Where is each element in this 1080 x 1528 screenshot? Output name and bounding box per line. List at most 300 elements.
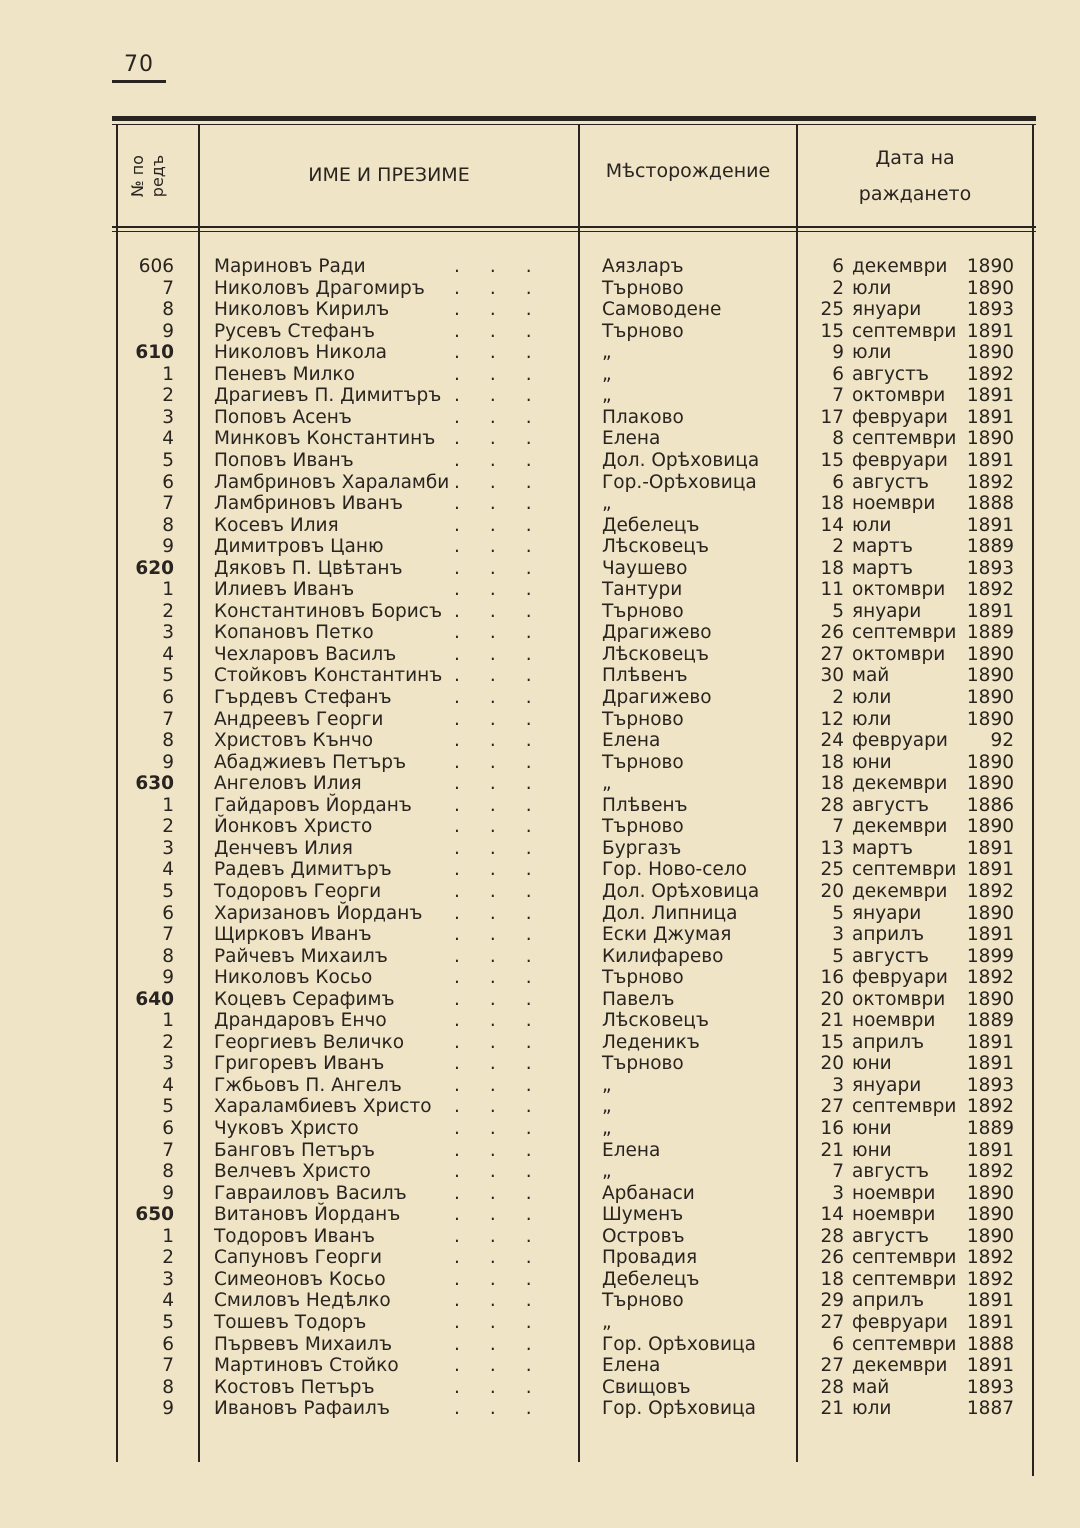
row-leader-dots: ...	[454, 687, 562, 708]
row-name: Ламбриновъ Хараламби	[214, 472, 450, 493]
row-birthplace: „	[602, 364, 612, 385]
row-birth-year: 1891	[966, 1290, 1014, 1311]
row-birth-day: 5	[832, 903, 844, 924]
row-leader-dots: ...	[454, 1053, 562, 1074]
row-birth-day: 20	[820, 881, 844, 902]
row-birth-day: 18	[820, 1269, 844, 1290]
row-birthplace: Драгижево	[602, 622, 712, 643]
row-leader-dots: ...	[454, 1075, 562, 1096]
row-leader-dots: ...	[454, 881, 562, 902]
row-birth-day: 16	[820, 967, 844, 988]
row-birthplace: Павелъ	[602, 989, 675, 1010]
row-birth-year: 1891	[966, 1140, 1014, 1161]
row-birth-day: 3	[832, 1183, 844, 1204]
row-birthplace: „	[602, 385, 612, 406]
row-birthplace: Елена	[602, 1140, 661, 1161]
row-leader-dots: ...	[454, 1247, 562, 1268]
row-birthplace: Търново	[602, 967, 684, 988]
row-birth-day: 27	[820, 644, 844, 665]
row-birthplace: „	[602, 342, 612, 363]
row-birth-year: 1891	[966, 838, 1014, 859]
row-name: Коцевъ Серафимъ	[214, 989, 395, 1010]
header-name: ИМЕ И ПРЕЗИМЕ	[308, 164, 470, 186]
row-leader-dots: ...	[454, 946, 562, 967]
row-number: 620	[135, 558, 174, 579]
row-birth-year: 1891	[966, 1032, 1014, 1053]
row-birthplace: Плѣвенъ	[602, 795, 688, 816]
row-birth-year: 1893	[966, 299, 1014, 320]
row-birth-year: 1892	[966, 579, 1014, 600]
row-birth-month: августъ	[852, 1161, 929, 1182]
header-number-label: № по редъ	[128, 154, 167, 198]
row-birth-month: юни	[852, 1118, 892, 1139]
row-birth-day: 2	[832, 536, 844, 557]
row-birth-year: 1892	[966, 1096, 1014, 1117]
row-leader-dots: ...	[454, 859, 562, 880]
row-leader-dots: ...	[454, 515, 562, 536]
row-birthplace: Лѣсковецъ	[602, 1010, 709, 1031]
row-leader-dots: ...	[454, 838, 562, 859]
row-birth-day: 21	[820, 1398, 844, 1419]
row-birth-year: 1893	[966, 1377, 1014, 1398]
row-birth-day: 6	[832, 1334, 844, 1355]
row-name: Поповъ Иванъ	[214, 450, 354, 471]
row-name: Щирковъ Иванъ	[214, 924, 372, 945]
row-birth-year: 1892	[966, 967, 1014, 988]
row-number: 7	[162, 1355, 174, 1376]
row-birth-day: 5	[832, 946, 844, 967]
row-birth-year: 1891	[966, 1355, 1014, 1376]
row-birth-month: октомври	[852, 385, 946, 406]
row-name: Косевъ Илия	[214, 515, 339, 536]
row-birth-month: септември	[852, 321, 957, 342]
column-rule-right	[1032, 124, 1034, 1476]
row-birth-month: августъ	[852, 946, 929, 967]
row-name: Константиновъ Борисъ	[214, 601, 443, 622]
row-number: 3	[162, 838, 174, 859]
row-name: Минковъ Константинъ	[214, 428, 436, 449]
row-name: Гавраиловъ Василъ	[214, 1183, 407, 1204]
row-leader-dots: ...	[454, 342, 562, 363]
row-name: Тодоровъ Иванъ	[214, 1226, 375, 1247]
row-name: Христовъ Кънчо	[214, 730, 374, 751]
row-number: 2	[162, 816, 174, 837]
row-birth-day: 6	[832, 364, 844, 385]
row-leader-dots: ...	[454, 1096, 562, 1117]
row-birth-year: 1890	[966, 709, 1014, 730]
row-birthplace: „	[602, 773, 612, 794]
row-number: 5	[162, 450, 174, 471]
row-birth-year: 1891	[966, 321, 1014, 342]
row-number: 3	[162, 1269, 174, 1290]
row-name: Мариновъ Ради	[214, 256, 366, 277]
row-birth-year: 1890	[966, 903, 1014, 924]
row-number: 9	[162, 752, 174, 773]
row-name: Димитровъ Цаню	[214, 536, 384, 557]
row-name: Николовъ Косьо	[214, 967, 373, 988]
row-leader-dots: ...	[454, 1334, 562, 1355]
row-name: Ивановъ Рафаилъ	[214, 1398, 390, 1419]
row-birth-day: 28	[820, 1377, 844, 1398]
row-birthplace: Аязларъ	[602, 256, 684, 277]
row-birth-month: октомври	[852, 579, 946, 600]
row-birth-year: 1889	[966, 536, 1014, 557]
row-name: Витановъ Йорданъ	[214, 1204, 401, 1225]
row-birth-month: юли	[852, 342, 892, 363]
row-name: Копановъ Петко	[214, 622, 374, 643]
row-birthplace: Търново	[602, 601, 684, 622]
row-name: Симеоновъ Косьо	[214, 1269, 386, 1290]
row-birth-day: 15	[820, 321, 844, 342]
row-birth-month: мартъ	[852, 558, 913, 579]
row-number: 1	[162, 579, 174, 600]
header-birthdate	[798, 140, 1032, 212]
header-birthplace: Мѣсторождение	[605, 160, 771, 182]
row-name: Григоревъ Иванъ	[214, 1053, 385, 1074]
row-birthplace: Арбанаси	[602, 1183, 695, 1204]
row-birth-year: 1890	[966, 665, 1014, 686]
row-birth-month: юли	[852, 1398, 892, 1419]
row-birthplace: Шуменъ	[602, 1204, 684, 1225]
row-birth-month: ноември	[852, 1183, 936, 1204]
row-birth-day: 14	[820, 1204, 844, 1225]
row-birth-year: 1890	[966, 687, 1014, 708]
row-birthplace: Провадия	[602, 1247, 698, 1268]
row-leader-dots: ...	[454, 256, 562, 277]
row-birth-month: декември	[852, 256, 948, 277]
row-birth-day: 6	[832, 472, 844, 493]
row-name: Радевъ Димитъръ	[214, 859, 392, 880]
row-birth-year: 1890	[966, 644, 1014, 665]
row-birthplace: „	[602, 493, 612, 514]
row-number: 606	[138, 256, 174, 277]
row-number: 630	[135, 773, 174, 794]
row-birthplace: „	[602, 1118, 612, 1139]
row-leader-dots: ...	[454, 924, 562, 945]
row-birth-month: януари	[852, 601, 922, 622]
row-birth-day: 25	[820, 859, 844, 880]
row-leader-dots: ...	[454, 364, 562, 385]
row-number: 9	[162, 1398, 174, 1419]
row-leader-dots: ...	[454, 730, 562, 751]
row-leader-dots: ...	[454, 1183, 562, 1204]
row-name: Абаджиевъ Петъръ	[214, 752, 407, 773]
page-number: 70	[124, 52, 154, 77]
row-number: 8	[162, 299, 174, 320]
row-number: 9	[162, 536, 174, 557]
row-name: Георгиевъ Величко	[214, 1032, 405, 1053]
row-leader-dots: ...	[454, 1377, 562, 1398]
row-leader-dots: ...	[454, 1290, 562, 1311]
row-name: Смиловъ Недѣлко	[214, 1290, 391, 1311]
row-birth-day: 24	[820, 730, 844, 751]
row-birth-month: мартъ	[852, 536, 913, 557]
row-birth-month: януари	[852, 299, 922, 320]
row-number: 1	[162, 1010, 174, 1031]
row-leader-dots: ...	[454, 450, 562, 471]
row-birth-day: 27	[820, 1355, 844, 1376]
row-birthplace: Дебелецъ	[602, 515, 700, 536]
row-birth-day: 28	[820, 795, 844, 816]
row-name: Велчевъ Христо	[214, 1161, 371, 1182]
row-leader-dots: ...	[454, 558, 562, 579]
row-birth-day: 8	[832, 428, 844, 449]
row-birth-month: септември	[852, 859, 957, 880]
row-birthplace: Килифарево	[602, 946, 724, 967]
row-birth-year: 1891	[966, 515, 1014, 536]
row-number: 8	[162, 730, 174, 751]
row-leader-dots: ...	[454, 579, 562, 600]
row-leader-dots: ...	[454, 773, 562, 794]
row-birthplace: Драгижево	[602, 687, 712, 708]
row-birth-day: 18	[820, 493, 844, 514]
row-number: 5	[162, 881, 174, 902]
row-birthplace: Търново	[602, 752, 684, 773]
row-birthplace: Плаково	[602, 407, 684, 428]
table-top-rule	[112, 116, 1036, 121]
row-birthplace: Тантури	[602, 579, 683, 600]
row-name: Ламбриновъ Иванъ	[214, 493, 403, 514]
header-birthdate-line1: Дата на	[875, 147, 955, 169]
row-birth-day: 11	[820, 579, 844, 600]
row-leader-dots: ...	[454, 1010, 562, 1031]
row-birth-month: февруари	[852, 407, 948, 428]
row-leader-dots: ...	[454, 299, 562, 320]
row-leader-dots: ...	[454, 1398, 562, 1419]
row-birth-year: 1891	[966, 385, 1014, 406]
row-leader-dots: ...	[454, 903, 562, 924]
row-number: 7	[162, 493, 174, 514]
row-birthplace: Дол. Орѣховица	[602, 450, 760, 471]
row-number: 5	[162, 1096, 174, 1117]
row-birth-year: 1892	[966, 364, 1014, 385]
row-leader-dots: ...	[454, 321, 562, 342]
row-birthplace: Гор. Орѣховица	[602, 1334, 756, 1355]
row-birth-year: 1890	[966, 428, 1014, 449]
row-birth-year: 1892	[966, 1161, 1014, 1182]
row-birth-day: 15	[820, 1032, 844, 1053]
row-birth-year: 1899	[966, 946, 1014, 967]
row-leader-dots: ...	[454, 1355, 562, 1376]
header-birthdate-line2: раждането	[858, 183, 972, 205]
row-birth-month: априлъ	[852, 1032, 925, 1053]
row-birth-year: 1890	[966, 752, 1014, 773]
row-birthplace: Самоводене	[602, 299, 722, 320]
row-birth-day: 21	[820, 1140, 844, 1161]
row-birth-year: 1891	[966, 407, 1014, 428]
row-birth-month: септември	[852, 1096, 957, 1117]
row-birth-day: 26	[820, 622, 844, 643]
table-top-rule-thin	[112, 124, 1036, 125]
row-number: 7	[162, 278, 174, 299]
row-birthplace: Гор. Орѣховица	[602, 1398, 756, 1419]
row-birth-year: 1890	[966, 1183, 1014, 1204]
row-name: Гърдевъ Стефанъ	[214, 687, 392, 708]
row-birth-month: августъ	[852, 472, 929, 493]
row-name: Андреевъ Георги	[214, 709, 384, 730]
row-birth-day: 25	[820, 299, 844, 320]
row-birthplace: Лѣсковецъ	[602, 644, 709, 665]
row-leader-dots: ...	[454, 989, 562, 1010]
row-birth-year: 1893	[966, 558, 1014, 579]
row-birth-year: 1890	[966, 1226, 1014, 1247]
row-number: 5	[162, 665, 174, 686]
row-number: 8	[162, 1377, 174, 1398]
row-number: 9	[162, 1183, 174, 1204]
row-birth-day: 16	[820, 1118, 844, 1139]
row-birthplace: Чаушево	[602, 558, 688, 579]
row-birth-year: 1891	[966, 601, 1014, 622]
row-birth-day: 18	[820, 558, 844, 579]
row-number: 7	[162, 1140, 174, 1161]
row-birth-month: февруари	[852, 730, 948, 751]
row-birthplace: Елена	[602, 428, 661, 449]
column-rule-name	[578, 124, 580, 1462]
column-rule-left	[116, 124, 118, 1462]
row-birth-year: 1892	[966, 472, 1014, 493]
row-birth-year: 1890	[966, 278, 1014, 299]
row-birthplace: Лѣсковецъ	[602, 536, 709, 557]
row-leader-dots: ...	[454, 816, 562, 837]
row-birth-year: 1889	[966, 1118, 1014, 1139]
row-birth-day: 5	[832, 601, 844, 622]
row-number: 7	[162, 709, 174, 730]
row-name: Костовъ Петъръ	[214, 1377, 375, 1398]
row-birth-month: декември	[852, 1355, 948, 1376]
row-leader-dots: ...	[454, 795, 562, 816]
row-leader-dots: ...	[454, 622, 562, 643]
row-birth-month: октомври	[852, 644, 946, 665]
row-name: Хараламбиевъ Христо	[214, 1096, 432, 1117]
row-birthplace: Търново	[602, 1290, 684, 1311]
row-number: 4	[162, 859, 174, 880]
row-birthplace: Дебелецъ	[602, 1269, 700, 1290]
row-leader-dots: ...	[454, 1032, 562, 1053]
row-birth-year: 1889	[966, 1010, 1014, 1031]
row-leader-dots: ...	[454, 536, 562, 557]
row-birth-day: 14	[820, 515, 844, 536]
row-birth-day: 6	[832, 256, 844, 277]
row-birth-year: 1891	[966, 1312, 1014, 1333]
row-number: 650	[135, 1204, 174, 1225]
row-birth-month: августъ	[852, 795, 929, 816]
row-number: 4	[162, 1290, 174, 1311]
row-leader-dots: ...	[454, 407, 562, 428]
row-name: Дяковъ П. Цвѣтанъ	[214, 558, 403, 579]
row-leader-dots: ...	[454, 472, 562, 493]
row-birth-year: 1891	[966, 859, 1014, 880]
row-number: 8	[162, 515, 174, 536]
row-number: 9	[162, 967, 174, 988]
row-leader-dots: ...	[454, 1118, 562, 1139]
row-leader-dots: ...	[454, 1140, 562, 1161]
row-number: 6	[162, 1334, 174, 1355]
row-name: Драгиевъ П. Димитъръ	[214, 385, 442, 406]
row-birth-day: 2	[832, 278, 844, 299]
row-name: Банговъ Петъръ	[214, 1140, 375, 1161]
row-birth-year: 1888	[966, 493, 1014, 514]
row-birth-month: юли	[852, 687, 892, 708]
row-birthplace: Елена	[602, 730, 661, 751]
row-number: 1	[162, 795, 174, 816]
row-birth-year: 1886	[966, 795, 1014, 816]
row-number: 3	[162, 407, 174, 428]
row-birth-month: юни	[852, 752, 892, 773]
row-birthplace: Търново	[602, 321, 684, 342]
row-birth-year: 1890	[966, 256, 1014, 277]
page-number-underline	[112, 80, 166, 83]
row-birth-day: 3	[832, 924, 844, 945]
row-number: 3	[162, 1053, 174, 1074]
header-bottom-rule-thin	[112, 231, 1036, 232]
row-name: Поповъ Асенъ	[214, 407, 352, 428]
row-number: 2	[162, 1247, 174, 1268]
row-name: Русевъ Стефанъ	[214, 321, 375, 342]
row-birth-year: 1892	[966, 1269, 1014, 1290]
row-birthplace: Гор. Ново-село	[602, 859, 747, 880]
row-birthplace: Ески Джумая	[602, 924, 732, 945]
row-number: 8	[162, 946, 174, 967]
row-birthplace: Търново	[602, 709, 684, 730]
row-birth-day: 7	[832, 816, 844, 837]
row-name: Чехларовъ Василъ	[214, 644, 397, 665]
row-leader-dots: ...	[454, 1226, 562, 1247]
row-name: Пеневъ Милко	[214, 364, 355, 385]
row-leader-dots: ...	[454, 644, 562, 665]
row-birth-day: 7	[832, 1161, 844, 1182]
row-name: Чуковъ Христо	[214, 1118, 359, 1139]
row-birth-month: септември	[852, 622, 957, 643]
row-birthplace: Свищовъ	[602, 1377, 691, 1398]
row-birthplace: „	[602, 1161, 612, 1182]
row-leader-dots: ...	[454, 601, 562, 622]
row-number: 4	[162, 644, 174, 665]
row-number: 4	[162, 428, 174, 449]
row-number: 5	[162, 1312, 174, 1333]
row-name: Тошевъ Тодоръ	[214, 1312, 367, 1333]
row-name: Сапуновъ Георги	[214, 1247, 383, 1268]
row-birth-month: септември	[852, 1269, 957, 1290]
row-name: Николовъ Драгомиръ	[214, 278, 425, 299]
row-birthplace: Търново	[602, 816, 684, 837]
row-birth-day: 7	[832, 385, 844, 406]
row-birthplace: Търново	[602, 278, 684, 299]
row-birth-month: юни	[852, 1053, 892, 1074]
row-birth-year: 1892	[966, 881, 1014, 902]
row-birth-year: 1892	[966, 1247, 1014, 1268]
row-birthplace: „	[602, 1096, 612, 1117]
row-birth-day: 29	[820, 1290, 844, 1311]
row-birth-month: декември	[852, 816, 948, 837]
row-birth-year: 1891	[966, 1053, 1014, 1074]
row-birth-day: 18	[820, 752, 844, 773]
row-name: Гжбьовъ П. Ангелъ	[214, 1075, 402, 1096]
row-name: Първевъ Михаилъ	[214, 1334, 393, 1355]
row-birth-month: априлъ	[852, 924, 925, 945]
row-birthplace: Търново	[602, 1053, 684, 1074]
row-birth-month: декември	[852, 773, 948, 794]
column-rule-number	[198, 124, 200, 1462]
row-birth-day: 20	[820, 1053, 844, 1074]
row-leader-dots: ...	[454, 967, 562, 988]
row-birth-day: 2	[832, 687, 844, 708]
row-leader-dots: ...	[454, 1312, 562, 1333]
row-birthplace: Дол. Орѣховица	[602, 881, 760, 902]
row-birthplace: Бургазъ	[602, 838, 682, 859]
row-birth-month: юни	[852, 1140, 892, 1161]
row-name: Ангеловъ Илия	[214, 773, 362, 794]
row-birth-month: февруари	[852, 1312, 948, 1333]
